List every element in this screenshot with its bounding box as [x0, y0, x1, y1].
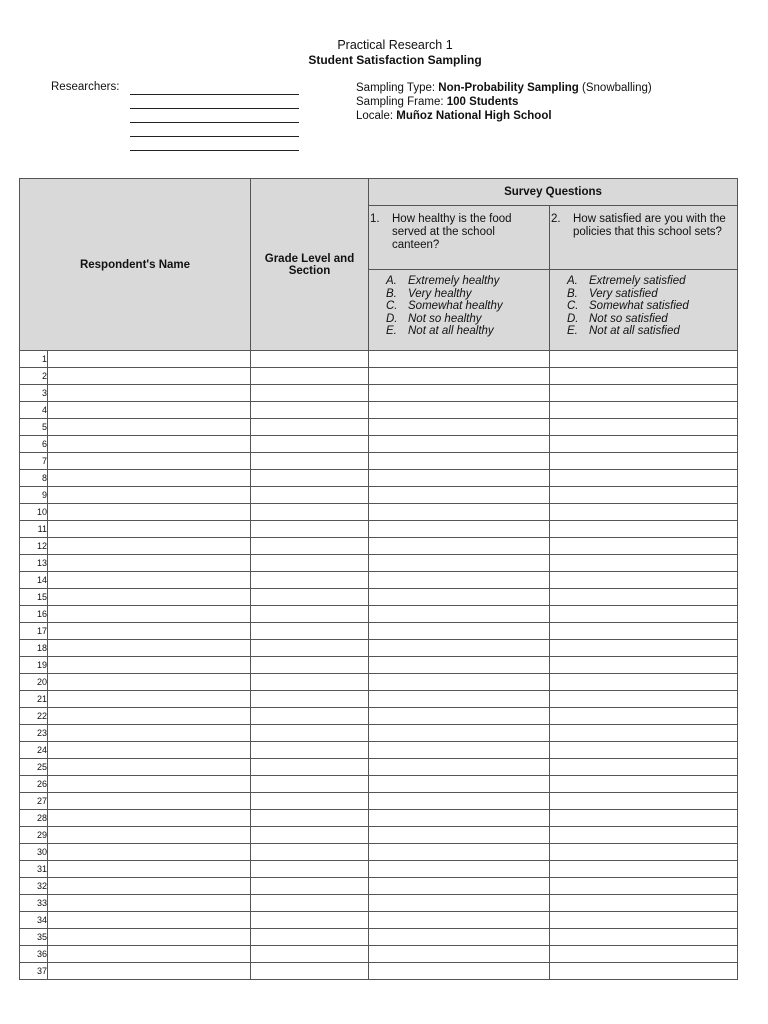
row-number: 6 [20, 436, 48, 453]
row-number: 33 [20, 895, 48, 912]
option-text: Not at all healthy [408, 325, 494, 338]
respondent-name-cell[interactable] [48, 963, 251, 980]
answer-2-cell[interactable] [550, 827, 738, 844]
row-number: 36 [20, 946, 48, 963]
grade-level-cell[interactable] [251, 759, 369, 776]
answer-1-cell[interactable] [369, 640, 550, 657]
table-row [20, 827, 738, 844]
grade-level-cell[interactable] [251, 929, 369, 946]
table-row [20, 623, 738, 640]
row-number: 10 [20, 504, 48, 521]
answer-1-cell[interactable] [369, 878, 550, 895]
answer-2-cell[interactable] [550, 674, 738, 691]
option-letter: D. [567, 312, 579, 325]
table-row [20, 878, 738, 895]
course-title: Practical Research 1 [337, 38, 453, 52]
table-row [20, 436, 738, 453]
table-row [20, 351, 738, 368]
row-number: 25 [20, 759, 48, 776]
respondent-name-cell[interactable] [48, 436, 251, 453]
answer-1-cell[interactable] [369, 793, 550, 810]
respondent-name-cell[interactable] [48, 470, 251, 487]
row-number: 22 [20, 708, 48, 725]
locale [356, 109, 552, 123]
option-letter: E. [567, 325, 578, 338]
answer-2-cell[interactable] [550, 538, 738, 555]
answer-1-cell[interactable] [369, 402, 550, 419]
answer-1-cell[interactable] [369, 742, 550, 759]
respondent-name-cell[interactable] [48, 640, 251, 657]
grade-level-cell[interactable] [251, 589, 369, 606]
table-row [20, 487, 738, 504]
grade-level-cell[interactable] [251, 555, 369, 572]
grade-level-cell[interactable] [251, 793, 369, 810]
option-letter: D. [386, 312, 398, 325]
row-number: 21 [20, 691, 48, 708]
sampling-frame-value: 100 Students [446, 96, 519, 108]
answer-1-cell[interactable] [369, 504, 550, 521]
table-row [20, 470, 738, 487]
grade-level-cell[interactable] [251, 453, 369, 470]
table-row [20, 810, 738, 827]
table-row [20, 640, 738, 657]
answer-1-cell[interactable] [369, 844, 550, 861]
row-number: 20 [20, 674, 48, 691]
answer-2-cell[interactable] [550, 487, 738, 504]
grade-level-cell[interactable] [251, 606, 369, 623]
table-row [20, 844, 738, 861]
answer-2-cell[interactable] [550, 929, 738, 946]
sampling-type [356, 81, 652, 95]
table-row [20, 385, 738, 402]
option-text: Somewhat healthy [408, 300, 503, 313]
table-row [20, 657, 738, 674]
answer-1-cell[interactable] [369, 725, 550, 742]
respondent-name-cell[interactable] [48, 878, 251, 895]
answer-2-cell[interactable] [550, 572, 738, 589]
respondent-name-cell[interactable] [48, 402, 251, 419]
answer-2-cell[interactable] [550, 878, 738, 895]
row-number: 28 [20, 810, 48, 827]
respondent-name-cell[interactable] [48, 861, 251, 878]
row-number: 12 [20, 538, 48, 555]
respondent-name-cell[interactable] [48, 623, 251, 640]
answer-2-cell[interactable] [550, 776, 738, 793]
option-text: Not so healthy [408, 312, 482, 325]
researcher-line[interactable] [130, 136, 299, 137]
table-row [20, 963, 738, 980]
answer-1-cell[interactable] [369, 912, 550, 929]
answer-2-cell[interactable] [550, 589, 738, 606]
option-text: Not so satisfied [589, 312, 668, 325]
row-number: 23 [20, 725, 48, 742]
table-row [20, 946, 738, 963]
locale-value: Muñoz National High School [396, 110, 552, 122]
grade-level-cell[interactable] [251, 351, 369, 368]
grade-level-cell[interactable] [251, 878, 369, 895]
option [550, 325, 737, 338]
answer-1-cell[interactable] [369, 351, 550, 368]
answer-2-cell[interactable] [550, 368, 738, 385]
answer-1-cell[interactable] [369, 368, 550, 385]
answer-1-cell[interactable] [369, 759, 550, 776]
answer-1-cell[interactable] [369, 861, 550, 878]
row-number: 31 [20, 861, 48, 878]
respondent-name-cell[interactable] [48, 708, 251, 725]
option-text: Extremely healthy [408, 275, 500, 287]
respondent-name-cell[interactable] [48, 487, 251, 504]
row-number: 5 [20, 419, 48, 436]
grade-level-cell[interactable] [251, 368, 369, 385]
respondent-name-cell[interactable] [48, 929, 251, 946]
question-2 [550, 206, 738, 270]
answer-2-cell[interactable] [550, 912, 738, 929]
table-row [20, 674, 738, 691]
respondent-name-cell[interactable] [48, 725, 251, 742]
answer-1-cell[interactable] [369, 555, 550, 572]
table-row [20, 402, 738, 419]
grade-level-cell[interactable] [251, 946, 369, 963]
answer-2-cell[interactable] [550, 351, 738, 368]
grade-level-cell[interactable] [251, 963, 369, 980]
row-number: 18 [20, 640, 48, 657]
answer-1-cell[interactable] [369, 946, 550, 963]
option-letter: C. [386, 300, 398, 313]
respondent-name-cell[interactable] [48, 521, 251, 538]
respondent-name-cell[interactable] [48, 419, 251, 436]
respondent-name-cell[interactable] [48, 691, 251, 708]
answer-1-cell[interactable] [369, 827, 550, 844]
respondent-name-cell[interactable] [48, 776, 251, 793]
table-row [20, 708, 738, 725]
row-number: 16 [20, 606, 48, 623]
answer-1-cell[interactable] [369, 895, 550, 912]
answer-2-cell[interactable] [550, 725, 738, 742]
answer-1-cell[interactable] [369, 419, 550, 436]
option-text: Very healthy [408, 287, 472, 300]
question-number: 1. [370, 213, 380, 225]
answer-1-cell[interactable] [369, 623, 550, 640]
respondent-name-cell[interactable] [48, 810, 251, 827]
question-2-options [550, 270, 738, 351]
row-number: 35 [20, 929, 48, 946]
survey-questions-header: Survey Questions [369, 179, 738, 206]
answer-2-cell[interactable] [550, 470, 738, 487]
respondent-name-cell[interactable] [48, 385, 251, 402]
table-row [20, 742, 738, 759]
respondent-name-cell[interactable] [48, 912, 251, 929]
answer-2-cell[interactable] [550, 810, 738, 827]
row-number: 27 [20, 793, 48, 810]
row-number: 1 [20, 351, 48, 368]
respondent-name-cell[interactable] [48, 368, 251, 385]
row-number: 13 [20, 555, 48, 572]
answer-2-cell[interactable] [550, 504, 738, 521]
survey-table [19, 178, 738, 980]
table-row [20, 776, 738, 793]
row-number: 17 [20, 623, 48, 640]
answer-2-cell[interactable] [550, 521, 738, 538]
option-letter: B. [386, 287, 397, 300]
table-row [20, 521, 738, 538]
row-number: 8 [20, 470, 48, 487]
row-number: 26 [20, 776, 48, 793]
grade-level-cell[interactable] [251, 844, 369, 861]
sampling-frame [356, 95, 518, 109]
answer-1-cell[interactable] [369, 606, 550, 623]
table-row [20, 725, 738, 742]
answer-2-cell[interactable] [550, 623, 738, 640]
option [369, 300, 549, 313]
option [369, 275, 549, 288]
answer-1-cell[interactable] [369, 487, 550, 504]
table-row [20, 555, 738, 572]
row-number: 29 [20, 827, 48, 844]
answer-2-cell[interactable] [550, 742, 738, 759]
respondent-name-cell[interactable] [48, 793, 251, 810]
table-row [20, 929, 738, 946]
sampling-frame-label: Sampling Frame: [356, 96, 444, 108]
table-row [20, 538, 738, 555]
answer-2-cell[interactable] [550, 453, 738, 470]
table-row [20, 453, 738, 470]
table-row [20, 691, 738, 708]
respondent-name-cell[interactable] [48, 606, 251, 623]
row-number: 3 [20, 385, 48, 402]
answer-1-cell[interactable] [369, 538, 550, 555]
row-number: 14 [20, 572, 48, 589]
grade-level-cell[interactable] [251, 810, 369, 827]
answer-1-cell[interactable] [369, 674, 550, 691]
respondent-name-cell[interactable] [48, 555, 251, 572]
table-row [20, 419, 738, 436]
grade-level-cell[interactable] [251, 504, 369, 521]
respondent-name-cell[interactable] [48, 538, 251, 555]
respondent-name-cell[interactable] [48, 504, 251, 521]
answer-2-cell[interactable] [550, 963, 738, 980]
answer-2-cell[interactable] [550, 759, 738, 776]
row-number: 4 [20, 402, 48, 419]
grade-level-cell[interactable] [251, 912, 369, 929]
table-row [20, 368, 738, 385]
respondent-name-cell[interactable] [48, 946, 251, 963]
answer-1-cell[interactable] [369, 436, 550, 453]
answer-1-cell[interactable] [369, 572, 550, 589]
answer-1-cell[interactable] [369, 521, 550, 538]
grade-level-cell[interactable] [251, 827, 369, 844]
answer-2-cell[interactable] [550, 419, 738, 436]
table-row [20, 912, 738, 929]
researcher-line[interactable] [130, 122, 299, 123]
answer-1-cell[interactable] [369, 470, 550, 487]
row-number: 11 [20, 521, 48, 538]
row-number: 2 [20, 368, 48, 385]
respondent-rows [20, 351, 738, 980]
grade-level-cell[interactable] [251, 708, 369, 725]
answer-2-cell[interactable] [550, 946, 738, 963]
answer-1-cell[interactable] [369, 589, 550, 606]
option-letter: B. [567, 287, 578, 300]
answer-1-cell[interactable] [369, 453, 550, 470]
row-number: 9 [20, 487, 48, 504]
grade-level-cell[interactable] [251, 776, 369, 793]
option [369, 288, 549, 301]
researcher-line[interactable] [130, 150, 299, 151]
option-text: Extremely satisfied [589, 275, 686, 287]
grade-level-cell[interactable] [251, 419, 369, 436]
answer-2-cell[interactable] [550, 708, 738, 725]
question-1-options [369, 270, 550, 351]
answer-2-cell[interactable] [550, 385, 738, 402]
grade-level-cell[interactable] [251, 436, 369, 453]
table-row [20, 759, 738, 776]
option [550, 288, 737, 301]
respondent-name-cell[interactable] [48, 453, 251, 470]
grade-level-cell[interactable] [251, 470, 369, 487]
grade-level-cell[interactable] [251, 861, 369, 878]
answer-2-cell[interactable] [550, 402, 738, 419]
respondent-name-cell[interactable] [48, 827, 251, 844]
option [550, 300, 737, 313]
respondent-name-cell[interactable] [48, 759, 251, 776]
grade-level-cell[interactable] [251, 623, 369, 640]
row-number: 24 [20, 742, 48, 759]
sampling-type-note: (Snowballing) [582, 82, 652, 94]
respondent-name-cell[interactable] [48, 742, 251, 759]
grade-level-cell[interactable] [251, 521, 369, 538]
row-number: 34 [20, 912, 48, 929]
table-row [20, 861, 738, 878]
respondent-name-cell[interactable] [48, 572, 251, 589]
table-row [20, 504, 738, 521]
option [550, 275, 737, 288]
table-row [20, 606, 738, 623]
researcher-line[interactable] [130, 94, 299, 95]
row-number: 15 [20, 589, 48, 606]
option [550, 313, 737, 326]
option-text: Somewhat satisfied [589, 300, 689, 313]
option [369, 313, 549, 326]
option-letter: A. [386, 275, 397, 287]
option-letter: E. [386, 325, 397, 338]
answer-1-cell[interactable] [369, 385, 550, 402]
option [369, 325, 549, 338]
answer-2-cell[interactable] [550, 861, 738, 878]
grade-level-cell[interactable] [251, 742, 369, 759]
option-letter: A. [567, 275, 578, 287]
row-number: 30 [20, 844, 48, 861]
sampling-type-label: Sampling Type: [356, 82, 436, 94]
table-row [20, 895, 738, 912]
answer-2-cell[interactable] [550, 606, 738, 623]
grade-level-cell[interactable] [251, 640, 369, 657]
grade-level-cell[interactable] [251, 657, 369, 674]
question-number: 2. [551, 213, 561, 225]
answer-1-cell[interactable] [369, 810, 550, 827]
row-number: 37 [20, 963, 48, 980]
answer-1-cell[interactable] [369, 929, 550, 946]
table-row [20, 572, 738, 589]
grade-level-cell[interactable] [251, 895, 369, 912]
answer-2-cell[interactable] [550, 793, 738, 810]
respondent-name-cell[interactable] [48, 674, 251, 691]
respondent-name-cell[interactable] [48, 895, 251, 912]
answer-1-cell[interactable] [369, 708, 550, 725]
grade-level-header: Grade Level and Section [251, 179, 369, 351]
answer-2-cell[interactable] [550, 895, 738, 912]
grade-level-cell[interactable] [251, 725, 369, 742]
answer-1-cell[interactable] [369, 776, 550, 793]
locale-label: Locale: [356, 110, 394, 122]
grade-level-cell[interactable] [251, 674, 369, 691]
answer-1-cell[interactable] [369, 691, 550, 708]
table-row [20, 793, 738, 810]
researchers-label: Researchers: [51, 81, 120, 93]
sampling-type-value: Non-Probability Sampling [438, 82, 579, 94]
question-text: How healthy is the food served at the school canteen? [392, 213, 512, 251]
respondent-name-header: Respondent's Name [20, 179, 251, 351]
grade-level-cell[interactable] [251, 691, 369, 708]
respondent-name-cell[interactable] [48, 657, 251, 674]
option-text: Not at all satisfied [589, 325, 680, 338]
respondent-name-cell[interactable] [48, 351, 251, 368]
answer-2-cell[interactable] [550, 640, 738, 657]
row-number: 19 [20, 657, 48, 674]
grade-level-cell[interactable] [251, 572, 369, 589]
document-title: Student Satisfaction Sampling [308, 53, 482, 67]
grade-level-cell[interactable] [251, 402, 369, 419]
respondent-name-cell[interactable] [48, 844, 251, 861]
answer-2-cell[interactable] [550, 844, 738, 861]
grade-level-cell[interactable] [251, 538, 369, 555]
question-1 [369, 206, 550, 270]
respondent-name-cell[interactable] [48, 589, 251, 606]
answer-2-cell[interactable] [550, 691, 738, 708]
answer-1-cell[interactable] [369, 657, 550, 674]
row-number: 7 [20, 453, 48, 470]
question-text: How satisfied are you with the policies that this school sets? [573, 213, 726, 238]
answer-1-cell[interactable] [369, 963, 550, 980]
grade-level-cell[interactable] [251, 385, 369, 402]
table-row [20, 589, 738, 606]
option-text: Very satisfied [589, 287, 658, 300]
answer-2-cell[interactable] [550, 657, 738, 674]
researcher-line[interactable] [130, 108, 299, 109]
answer-2-cell[interactable] [550, 436, 738, 453]
option-letter: C. [567, 300, 579, 313]
answer-2-cell[interactable] [550, 555, 738, 572]
grade-level-cell[interactable] [251, 487, 369, 504]
row-number: 32 [20, 878, 48, 895]
